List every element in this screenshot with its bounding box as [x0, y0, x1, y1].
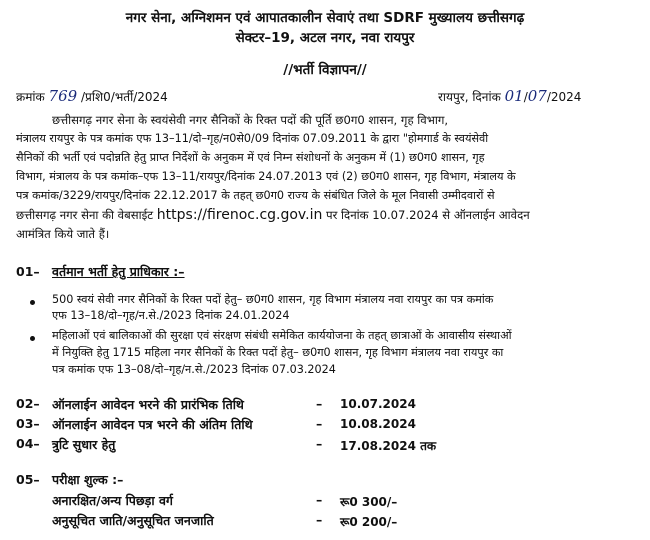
krmank-handwritten-number: 769 [48, 87, 78, 105]
section-05-heading: परीक्षा शुल्क :– [52, 472, 124, 487]
section-01-heading: वर्तमान भर्ती हेतु प्राधिकार :– [52, 264, 185, 279]
date-row-label: ऑनलाईन आवेदन भरने की प्रारंभिक तिथि [52, 397, 244, 412]
date-sep: / [523, 90, 528, 104]
authority-bullet-2-line-2: में नियुक्ति हेतु 1715 महिला नगर सैनिकों के रिक्त पदों हेतु– छ0ग0 शासन, गृह विभाग मंत्रालय नवा रायपुर का [52, 346, 504, 359]
reference-date [438, 88, 581, 105]
fee-category: अनारक्षित/अन्य पिछड़ा वर्ग [52, 493, 173, 508]
date-row-number: 02– [16, 396, 40, 411]
date-day: 01 [504, 87, 524, 105]
date-row-value: 17.08.2024 तक [340, 439, 437, 453]
intro-line-7: आमंत्रित किये जाते हैं। [16, 227, 110, 241]
section-01-number: 01– [16, 264, 40, 279]
date-row-label: त्रुटि सुधार हेतु [52, 437, 116, 452]
date-year: /2024 [546, 90, 582, 104]
authority-bullet-1-line-2: एफ 13–18/दो–गृह/न.से./2023 दिनांक 24.01.2024 [52, 309, 290, 322]
intro-line-4: विभाग, मंत्रालय के पत्र कमांक–एफ 13–11/रायपुर/दिनांक 24.07.2013 एवं (2) छ0ग0 शासन, गृह विभाग, मंत्रालय के [16, 170, 516, 183]
fee-dash: – [316, 512, 323, 527]
date-row-dash: – [316, 396, 323, 411]
website-link[interactable]: https://firenoc.cg.gov.in [156, 207, 323, 223]
bullet-1-icon [30, 300, 35, 305]
intro-line-1: छत्तीसगढ़ नगर सेना के स्वयंसेवी नगर सैनिकों के रिक्त पदों की पूर्ति छ0ग0 शासन, गृह विभाग, [52, 113, 449, 127]
date-row-value: 10.07.2024 [340, 397, 416, 411]
date-row-dash: – [316, 436, 323, 451]
section-05-number: 05– [16, 472, 40, 487]
authority-bullet-1-line-1: 500 स्वयं सेवी नगर सैनिकों के रिक्त पदों हेतु– छ0ग0 शासन, गृह विभाग मंत्रालय नवा रायपुर का पत्र कमांक [52, 293, 494, 306]
intro-line-3: सैनिकों की भर्ती एवं पदोन्नति हेतु प्राप्त निर्देशों के अनुकम में एवं निम्न संशोधनों के अनुकम में (1) छ0ग0 शासन, गृह [16, 151, 485, 164]
intro-website-suffix: पर दिनांक 10.07.2024 से ऑनलाईन आवेदन [326, 208, 530, 222]
date-month: 07 [527, 87, 547, 105]
intro-line-6 [16, 207, 530, 223]
fee-amount: रू0 300/– [340, 495, 398, 509]
fee-category: अनुसूचित जाति/अनुसूचित जनजाति [52, 513, 214, 528]
header-address: सेक्टर–19, अटल नगर, नवा रायपुर [235, 30, 415, 46]
date-row-number: 04– [16, 436, 40, 451]
notice-title: //भर्ती विज्ञापन// [283, 62, 367, 78]
krmank-rest: /प्रशि0/भर्ती/2024 [81, 90, 168, 104]
intro-line-5: पत्र कमांक/3229/रायपुर/दिनांक 22.12.2017 के तहत् छ0ग0 राज्य के संबंधित जिले के मूल निवासी उम्मीदवारों से [16, 189, 495, 202]
intro-line-2: मंत्रालय रायपुर के पत्र कमांक एफ 13–11/दो–गृह/न0से0/09 दिनांक 07.09.2011 के द्वारा "होमगार्ड के स्वयंसेवी [16, 132, 489, 145]
date-row-value: 10.08.2024 [340, 417, 416, 431]
intro-website-prefix: छत्तीसगढ़ नगर सेना की वेबसाईट [16, 208, 154, 222]
date-row-dash: – [316, 416, 323, 431]
bullet-2-icon [30, 336, 35, 341]
date-row-number: 03– [16, 416, 40, 431]
header-organization: नगर सेना, अग्निशमन एवं आपातकालीन सेवाएं तथा SDRF मुख्यालय छत्तीसगढ़ [125, 10, 525, 26]
date-row-label: ऑनलाईन आवेदन पत्र भरने की अंतिम तिथि [52, 417, 253, 432]
reference-number [16, 88, 168, 105]
authority-bullet-2-line-3: पत्र कमांक एफ 13–08/दो–गृह/न.से./2023 दिनांक 07.03.2024 [52, 363, 336, 376]
fee-amount: रू0 200/– [340, 515, 398, 529]
krmank-label: क्रमांक [16, 90, 45, 104]
fee-dash: – [316, 492, 323, 507]
date-prefix: रायपुर, दिनांक [438, 90, 501, 104]
authority-bullet-2-line-1: महिलाओं एवं बालिकाओं की सुरक्षा एवं संरक्षण संबंधी समेकित कार्ययोजना के तहत् छात्राओं के आवासीय संस्थाओं [52, 329, 512, 342]
